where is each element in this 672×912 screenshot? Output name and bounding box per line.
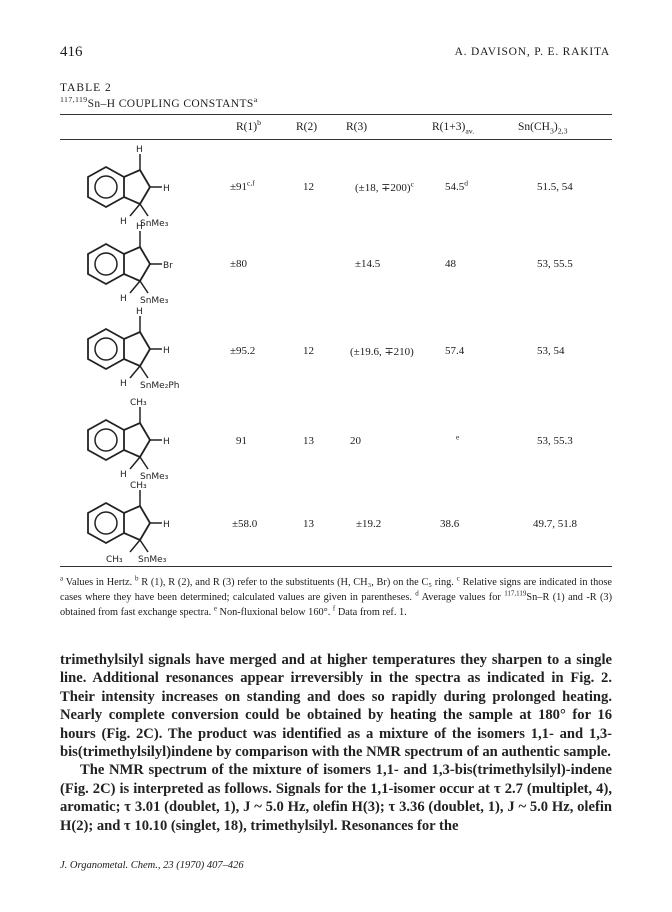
row-3-r13: 57.4 — [445, 345, 465, 357]
row-2-r13: 48 — [445, 258, 456, 270]
label-top: H — [136, 307, 143, 317]
label-bottom-right: SnMe₃ — [140, 219, 169, 229]
journal-citation: J. Organometal. Chem., 23 (1970) 407–426 — [60, 860, 244, 871]
col-head-r3: R(3) — [346, 121, 368, 133]
paragraph-1: trimethylsilyl signals have merged and at higher temperatures they sharpen to a single line. Additional resonances appear irreversibly in the spectra as indicated in Fig. 2. Their intensity increases on standing and does so rapidly during prolonged heating. Nearly complete conversion could be obtained by heating the sample at 180° for 16 hours (Fig. 2C). The product was identified as a mixture of the isomers 1,1- and 1,3-bis(trimethylsilyl)indene by comparison with the NMR spectrum of an authentic sample. — [60, 652, 612, 761]
footnote-c: Relative signs are indicated in those cases where they have been determined; calculated values are given in parentheses. — [60, 577, 612, 603]
footnote-b: R (1), R (2), and R (3) refer to the substituents (H, CH₃, Br) on the C₅ ring. — [141, 577, 454, 588]
label-right: H — [163, 520, 170, 530]
label-right: H — [163, 184, 170, 194]
structure-row-3 — [70, 306, 210, 396]
row-1-r3: (±18, ∓200)$^c$ — [355, 179, 414, 194]
row-1-r2: 12 — [303, 181, 314, 193]
row-1-r1: $\pm 91^{c,f}$ — [230, 178, 255, 193]
col-head-sn: $Sn(CH_3)_{2,3}$ — [518, 121, 568, 136]
row-4-r13: e — [456, 432, 460, 442]
row-5-r13: 38.6 — [440, 518, 460, 530]
caption-isotope: 117,119 — [60, 95, 88, 105]
label-bottom-right: SnMe₃ — [140, 472, 169, 482]
table-header-rule — [60, 139, 612, 140]
row-2-r3: ±14.5 — [355, 258, 381, 270]
label-bottom-left: H — [120, 294, 127, 304]
row-1-r13: 54.5$^d$ — [445, 178, 468, 193]
row-3-r2: 12 — [303, 345, 314, 357]
footnote-d-pre: Average values for — [421, 592, 501, 603]
row-4-r2: 13 — [303, 435, 314, 447]
table-top-rule — [60, 114, 612, 115]
row-4-r1: 91 — [236, 435, 247, 447]
row-5-r2: 13 — [303, 518, 314, 530]
structure-row-2 — [70, 221, 210, 311]
structure-row-4 — [70, 397, 210, 487]
label-bottom-left: H — [120, 470, 127, 480]
label-right: H — [163, 346, 170, 356]
footnote-d-isotope: 117,119 — [504, 589, 527, 598]
footnote-a: Values in Hertz. — [65, 577, 133, 588]
page-number: 416 — [60, 44, 83, 60]
caption-text: Sn–H COUPLING CONSTANTS — [87, 98, 254, 110]
structure-row-5 — [70, 480, 210, 570]
footnote-d-post: Sn–R (1) and -R (3) obtained from fast exchange spectra. — [60, 592, 612, 618]
row-2-sn: 53, 55.5 — [537, 258, 573, 270]
label-top: H — [136, 145, 143, 155]
row-3-sn: 53, 54 — [537, 345, 565, 357]
label-bottom-right: SnMe₃ — [140, 296, 169, 306]
table-label: TABLE 2 — [60, 82, 112, 94]
label-top: H — [136, 222, 143, 232]
row-5-r3: ±19.2 — [356, 518, 382, 530]
running-head: A. DAVISON, P. E. RAKITA — [454, 46, 610, 58]
label-top: CH₃ — [130, 398, 147, 408]
table-footnotes: $^a$ Values in Hertz. $^b$ R (1), R (2), and R (3) refer to the substituents (H, CH₃, Br) on the C₅ ring. $^c$ Relative signs are indicated in those cases where they have been determined; calculated values are given in parentheses. $^d$ Average values for $^{117,119}$Sn–R (1) and -R (3) obtained from fast exchange spectra. $^e$ Non-fluxional below 160°. $^f$ Data from ref. 1. — [60, 574, 612, 618]
label-right: Br — [163, 261, 173, 271]
row-5-sn: 49.7, 51.8 — [533, 518, 577, 530]
footnote-f: Data from ref. 1. — [337, 607, 407, 618]
label-right: H — [163, 437, 170, 447]
label-bottom-left: H — [120, 379, 127, 389]
table-caption — [60, 95, 258, 110]
row-4-sn: 53, 55.3 — [537, 435, 573, 447]
col-head-r2: R(2) — [296, 121, 318, 133]
body-text — [60, 651, 612, 835]
row-1-sn: 51.5, 54 — [537, 181, 573, 193]
footnote-e: Non-fluxional below 160°. — [219, 607, 331, 618]
label-bottom-left: CH₃ — [106, 555, 123, 565]
label-top: CH₃ — [130, 481, 147, 491]
label-bottom-left: H — [120, 217, 127, 227]
col-head-r1: $R(1)^b$ — [236, 118, 261, 133]
paragraph-2: The NMR spectrum of the mixture of isomers 1,1- and 1,3-bis(trimethylsilyl)-indene (Fig. 2C) is interpreted as follows. Signals for the 1,1-isomer occur at τ 2.7 (multiplet, 4), aromatic; τ 3.01 (doublet, 1), J ~ 5.0 Hz, olefin H(3); τ 3.36 (doublet, 1), J ~ 5.0 Hz, olefin H(2); and τ 10.10 (singlet, 18), trimethylsilyl. Resonances for the — [60, 762, 612, 834]
row-3-r1: ±95.2 — [230, 345, 256, 357]
col-head-r13: $R(1+3)_{av.}$ — [432, 121, 475, 136]
caption-mark: a — [253, 95, 258, 105]
label-bottom-right: SnMe₂Ph — [140, 381, 180, 391]
row-3-r3: (±19.6, ∓210) — [350, 346, 414, 358]
label-bottom-right: SnMe₃ — [138, 555, 167, 565]
row-5-r1: ±58.0 — [232, 518, 258, 530]
row-4-r3: 20 — [350, 435, 361, 447]
row-2-r1: ±80 — [230, 258, 248, 270]
